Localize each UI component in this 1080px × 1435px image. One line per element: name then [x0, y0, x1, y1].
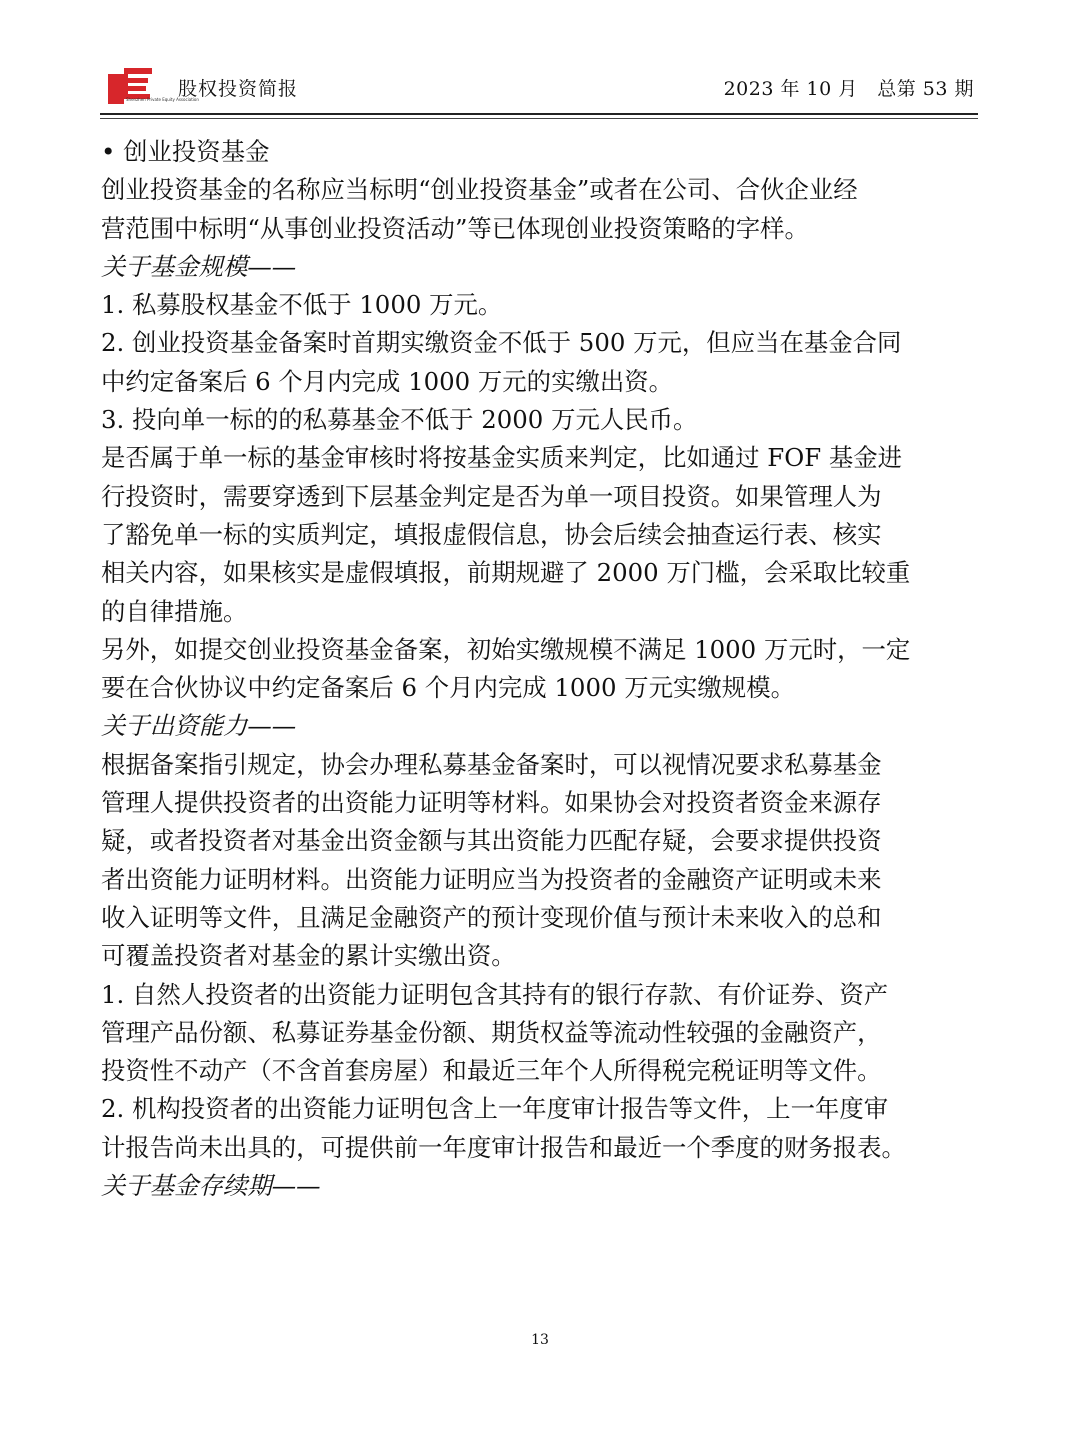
- text-line: 收入证明等文件，且满足金融资产的预计变现价值与预计未来收入的总和: [101, 902, 882, 932]
- section-heading: • 创业投资基金: [101, 137, 270, 166]
- subsection-heading: 关于基金规模——: [101, 251, 297, 281]
- subsection-heading: 关于基金存续期——: [101, 1171, 321, 1201]
- text-line: 的自律措施。: [101, 596, 248, 626]
- publication-title: 股权投资简报: [178, 78, 299, 100]
- text-line: 创业投资基金的名称应当标明“创业投资基金”或者在公司、合伙企业经: [101, 175, 858, 205]
- text-line: 营范围中标明“从事创业投资活动”等已体现创业投资策略的字样。: [101, 213, 809, 243]
- text-line: 2. 创业投资基金备案时首期实缴资金不低于 500 万元，但应当在基金合同: [101, 328, 902, 358]
- issue-info: 2023 年 10 月 总第 53 期: [723, 78, 974, 100]
- text-line: 者出资能力证明材料。出资能力证明应当为投资者的金融资产证明或未来: [101, 864, 882, 894]
- text-line: 可覆盖投资者对基金的累计实缴出资。: [101, 941, 516, 971]
- text-line: 1. 自然人投资者的出资能力证明包含其持有的银行存款、有价证券、资产: [101, 979, 889, 1009]
- subsection-heading: 关于出资能力——: [101, 711, 297, 741]
- logo-text: Shenzhen Private Equity Association: [126, 97, 199, 102]
- text-line: 了豁免单一标的实质判定，填报虚假信息，协会后续会抽查运行表、核实: [101, 519, 882, 549]
- text-line: 疑，或者投资者对基金出资金额与其出资能力匹配存疑，会要求提供投资: [101, 826, 882, 856]
- text-line: 中约定备案后 6 个月内完成 1000 万元的实缴出资。: [101, 366, 674, 396]
- header-rule-thin: [100, 118, 978, 119]
- text-line: 要在合伙协议中约定备案后 6 个月内完成 1000 万元实缴规模。: [101, 673, 795, 703]
- text-line: 根据备案指引规定，协会办理私募基金备案时，可以视情况要求私募基金: [101, 749, 882, 779]
- text-line: 1. 私募股权基金不低于 1000 万元。: [101, 290, 503, 320]
- text-line: 行投资时，需要穿透到下层基金判定是否为单一项目投资。如果管理人为: [101, 481, 882, 511]
- body-text: [101, 133, 981, 1205]
- text-line: 管理人提供投资者的出资能力证明等材料。如果协会对投资者资金来源存: [101, 788, 882, 818]
- text-line: 管理产品份额、私募证券基金份额、期货权益等流动性较强的金融资产，: [101, 1017, 882, 1047]
- page-number: 13: [531, 1332, 549, 1348]
- text-line: 2. 机构投资者的出资能力证明包含上一年度审计报告等文件，上一年度审: [101, 1094, 889, 1124]
- text-line: 3. 投向单一标的的私募基金不低于 2000 万元人民币。: [101, 405, 698, 435]
- text-line: 另外，如提交创业投资基金备案，初始实缴规模不满足 1000 万元时，一定: [101, 634, 911, 664]
- text-line: 计报告尚未出具的，可提供前一年度审计报告和最近一个季度的财务报表。: [101, 1132, 906, 1162]
- page-header: [108, 62, 978, 112]
- text-line: 是否属于单一标的基金审核时将按基金实质来判定，比如通过 FOF 基金进: [101, 443, 903, 473]
- text-line: 投资性不动产（不含首套房屋）和最近三年个人所得税完税证明等文件。: [101, 1056, 882, 1086]
- text-line: 相关内容，如果核实是虚假填报，前期规避了 2000 万门槛，会采取比较重: [101, 558, 911, 588]
- header-rule-thick: [100, 113, 978, 115]
